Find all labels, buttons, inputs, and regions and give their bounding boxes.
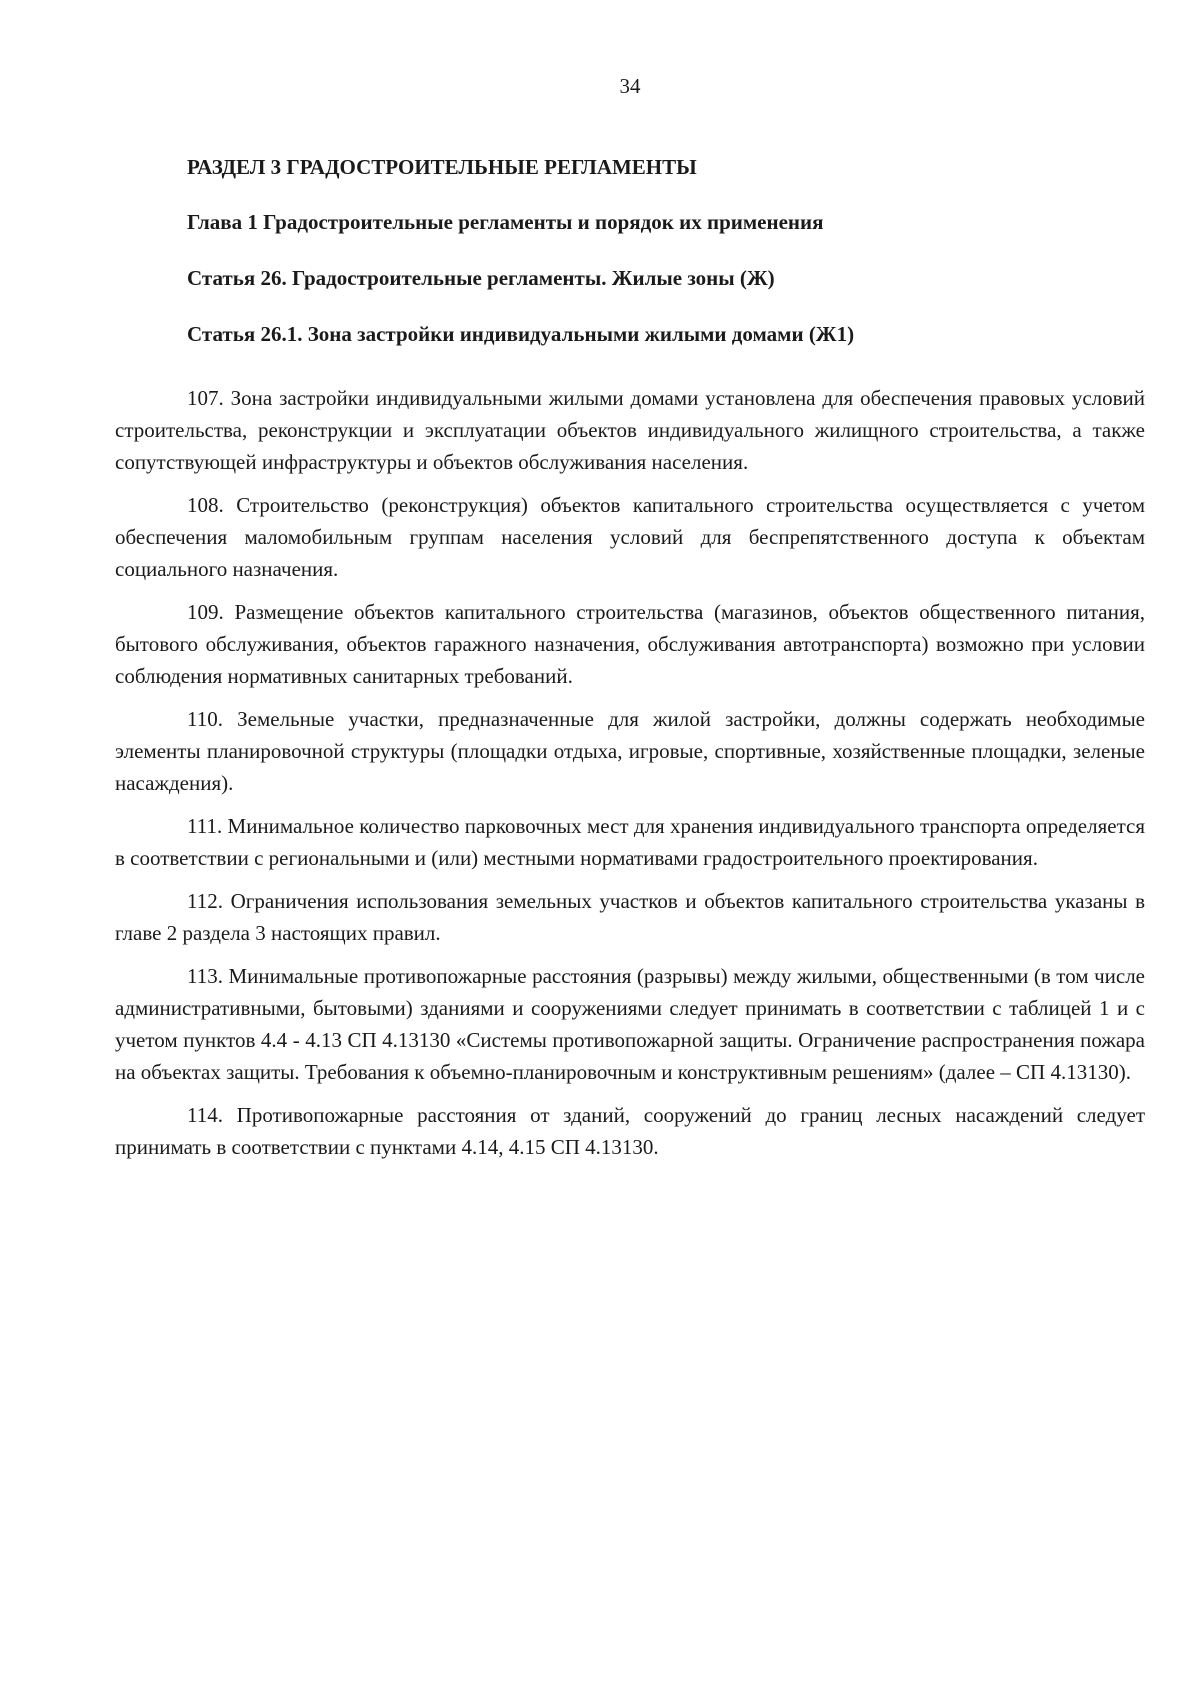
paragraph-113 (115, 960, 1145, 1088)
paragraph-number: 112. (187, 889, 223, 913)
paragraph-text: Зона застройки индивидуальными жилыми домами установлена для обеспечения правовых условий строительства, реконструкции и эксплуатации объектов индивидуального жилищного строительства, а также сопутствующей инфраструктуры и объектов обслуживания населения. (115, 386, 1146, 474)
paragraph-number: 107. (187, 386, 224, 410)
article-26-1-heading: Статья 26.1. Зона застройки индивидуальными жилыми домами (Ж1) (187, 322, 855, 346)
paragraph-112 (115, 885, 1145, 949)
section-heading: РАЗДЕЛ 3 ГРАДОСТРОИТЕЛЬНЫЕ РЕГЛАМЕНТЫ (187, 155, 697, 179)
paragraph-number: 109. (187, 600, 224, 624)
paragraph-text: Минимальное количество парковочных мест для хранения индивидуального транспорта определяется в соответствии с региональными и (или) местными нормативами градостроительного проектирования. (115, 814, 1145, 870)
paragraph-107 (115, 382, 1145, 478)
paragraph-number: 114. (187, 1103, 223, 1127)
paragraph-text: Земельные участки, предназначенные для жилой застройки, должны содержать необходимые элементы планировочной структуры (площадки отдыха, игровые, спортивные, хозяйственные площадки, зеленые насаждения). (115, 707, 1146, 795)
paragraph-111 (115, 810, 1145, 874)
paragraph-110 (115, 703, 1145, 799)
paragraph-text: Противопожарные расстояния от зданий, сооружений до границ лесных насаждений следует принимать в соответствии с пунктами 4.14, 4.15 СП 4.13130. (115, 1103, 1145, 1159)
article-26-heading: Статья 26. Градостроительные регламенты. Жилые зоны (Ж) (187, 266, 775, 290)
paragraph-number: 113. (187, 964, 223, 988)
paragraph-text: Ограничения использования земельных участков и объектов капитального строительства указаны в главе 2 раздела 3 настоящих правил. (115, 889, 1145, 945)
paragraph-text: Минимальные противопожарные расстояния (разрывы) между жилыми, общественными (в том числе административными, бытовыми) зданиями и сооружениями следует принимать в соответствии с таблицей 1 и с учетом пунктов 4.4 - 4.13 СП 4.13130 «Системы противопожарной защиты. Ограничение распространения пожара на объектах защиты. Требования к объемно-планировочным и конструктивным решениям» (далее – СП 4.13130). (115, 964, 1145, 1084)
paragraph-number: 108. (187, 493, 224, 517)
paragraph-109 (115, 596, 1145, 692)
page-content (115, 152, 1145, 1174)
page-number: 34 (619, 74, 641, 98)
paragraph-text: Размещение объектов капитального строительства (магазинов, объектов общественного питания, бытового обслуживания, объектов гаражного назначения, обслуживания автотранспорта) возможно при условии соблюдения нормативных санитарных требований. (115, 600, 1145, 688)
paragraph-number: 111. (187, 814, 223, 838)
paragraph-text: Строительство (реконструкция) объектов капитального строительства осуществляется с учетом обеспечения маломобильным группам населения условий для беспрепятственного доступа к объектам социального назначения. (115, 493, 1145, 581)
paragraph-list (115, 382, 1145, 1163)
paragraph-number: 110. (187, 707, 223, 731)
paragraph-108 (115, 489, 1145, 585)
paragraph-114 (115, 1099, 1145, 1163)
chapter-heading: Глава 1 Градостроительные регламенты и порядок их применения (187, 210, 824, 234)
